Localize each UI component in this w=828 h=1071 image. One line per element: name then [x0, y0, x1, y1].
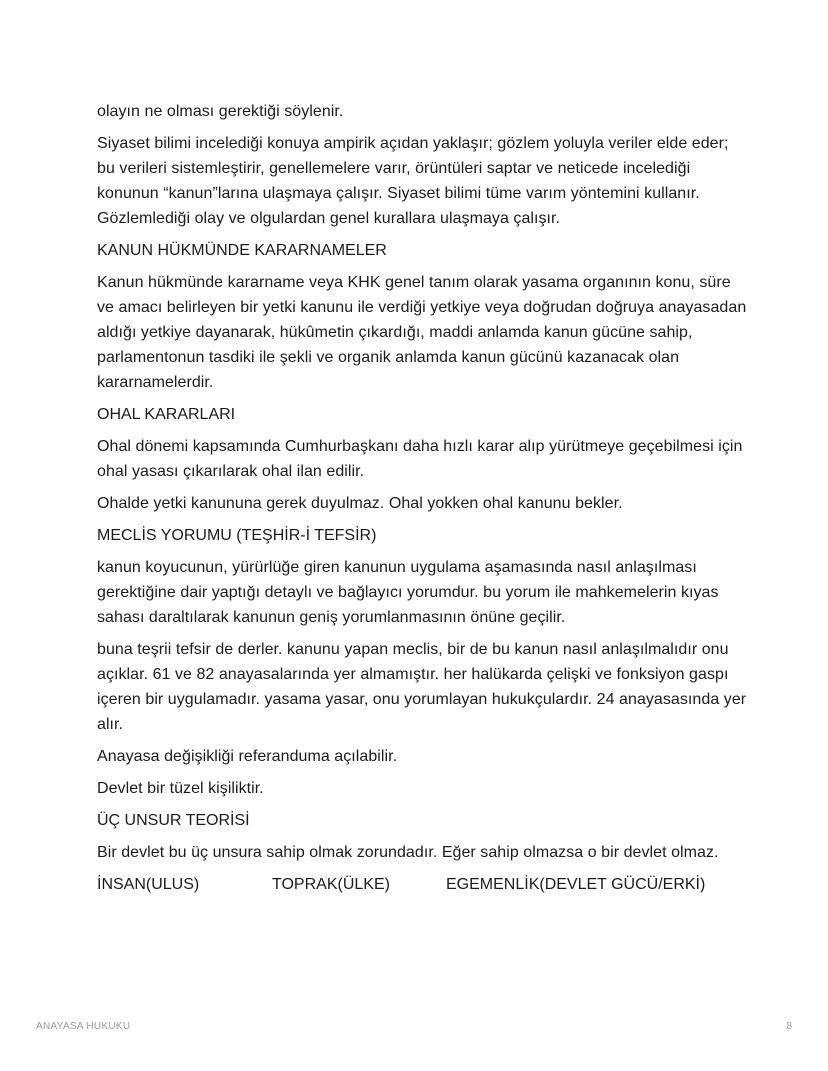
paragraph: olayın ne olması gerektiği söylenir.: [97, 103, 344, 120]
footer-title: ANAYASA HUKUKU: [36, 1021, 131, 1032]
paragraph: Ohal dönemi kapsamında Cumhurbaşkanı daha hızlı karar alıp yürütmeye geçebilmesi için ohal yasası çıkarılarak ohal ilan edilir.: [97, 438, 743, 480]
element-sovereignty: EGEMENLİK(DEVLET GÜCÜ/ERKİ): [446, 876, 706, 893]
page-number: 8: [786, 1021, 792, 1032]
paragraph: Bir devlet bu üç unsura sahip olmak zorundadır. Eğer sahip olmazsa o bir devlet olmaz.: [97, 844, 719, 861]
paragraph: kanun koyucunun, yürürlüğe giren kanunun uygulama aşamasında nasıl anlaşılması gerektiğine dair yaptığı detaylı ve bağlayıcı yorumdur. bu yorum ile mahkemelerin kıyas sahası daraltılarak kanunun geniş yorumlanmasının önüne geçilir.: [97, 559, 719, 626]
paragraph: Anayasa değişikliği referanduma açılabilir.: [97, 748, 398, 765]
section-heading: ÜÇ UNSUR TEORİSİ: [97, 812, 250, 829]
three-elements-row: [97, 872, 747, 897]
paragraph: Kanun hükmünde kararname veya KHK genel tanım olarak yasama organının konu, süre ve amacı belirleyen bir yetki kanunu ile verdiği yetkiye veya doğrudan doğruya anayasadan aldığı yetkiye dayanarak, hükûmetin çıkardığı, maddi anlamda kanun gücüne sahip, parlamentonun tasdiki ile şekli ve organik anlamda kanun gücünü kazanacak olan kararnamelerdir.: [97, 274, 747, 391]
paragraph: Ohalde yetki kanununa gerek duyulmaz. Ohal yokken ohal kanunu bekler.: [97, 495, 623, 512]
document-body: [97, 99, 747, 897]
paragraph: Devlet bir tüzel kişiliktir.: [97, 780, 264, 797]
paragraph: buna teşrii tefsir de derler. kanunu yapan meclis, bir de bu kanun nasıl anlaşılmalıdır onu açıklar. 61 ve 82 anayasalarında yer almamıştır. her halükarda çelişki ve fonksiyon gaspı içeren bir uygulamadır. yasama yasar, onu yorumlayan hukukçulardır. 24 anayasasında yer alır.: [97, 641, 747, 733]
paragraph: Siyaset bilimi incelediği konuya ampirik açıdan yaklaşır; gözlem yoluyla veriler elde eder; bu verileri sistemleştirir, genellemelere varır, örüntüleri saptar ve neticede incelediği konunun “kanun”larına ulaşmaya çalışır. Siyaset bilimi tüme varım yöntemini kullanır. Gözlemlediği olay ve olgulardan genel kurallara ulaşmaya çalışır.: [97, 135, 729, 227]
section-heading: KANUN HÜKMÜNDE KARARNAMELER: [97, 242, 387, 259]
element-territory: TOPRAK(ÜLKE): [272, 876, 390, 893]
element-people: İNSAN(ULUS): [97, 876, 200, 893]
section-heading: MECLİS YORUMU (TEŞHİR-İ TEFSİR): [97, 527, 377, 544]
section-heading: OHAL KARARLARI: [97, 406, 236, 423]
